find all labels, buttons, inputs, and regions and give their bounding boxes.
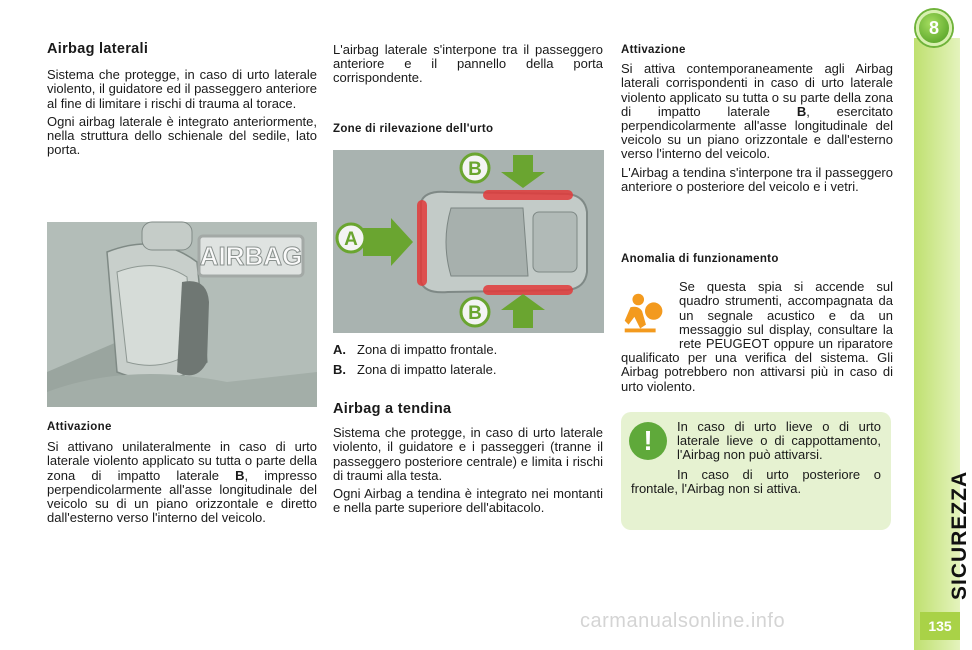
curtain-paragraph-1: Sistema che protegge, in caso di urto laterale violento, il guidatore e i passeggeri (tranne il passeggero posteriore centrale) e limita i rischi di traumi alla testa.	[333, 425, 603, 483]
legend-item-a	[333, 343, 603, 357]
front-impact-zone	[417, 200, 427, 286]
side-impact-zone-bottom	[483, 285, 573, 295]
side-airbags-paragraph-1: Sistema che protegge, in caso di urto laterale violento, il guidatore ed il passeggero anteriore al fine di limitare i rischi di trauma al torace.	[47, 67, 317, 111]
fault-text: Se questa spia si accende sul quadro strumenti, accompagnata da un segnale acustico e da un messaggio sul display, consultare la rete PEUGEOT oppure un riparatore qualificato per una verifica del sistema. Gli Airbag potrebbero non attivarsi più in caso di urto violento.	[621, 279, 893, 394]
side-airbag-intro: L'airbag laterale s'interpone tra il passeggero anteriore e il pannello della porta corrispondente.	[333, 42, 603, 86]
legend-key-b: B.	[333, 362, 346, 378]
label-b-bottom: B	[468, 303, 482, 324]
column-curtain-activation	[621, 43, 893, 198]
section-label: SICUREZZA	[948, 470, 971, 600]
zone-b-ref: B	[235, 467, 245, 483]
zone-title: Zone di rilevazione dell'urto	[333, 122, 494, 135]
activation-text-post: , impresso perpendicolarmente all'asse longitudinale del veicolo su di un piano orizzontale e diretto dall'esterno verso l'interno del veicolo.	[47, 467, 317, 526]
curtain-activation-paragraph-2: L'Airbag a tendina s'interpone tra il passeggero anteriore o posteriore del veicolo e i vetri.	[621, 164, 893, 194]
zone-legend	[333, 343, 603, 383]
legend-item-b	[333, 363, 603, 377]
fault-title: Anomalia di funzionamento	[621, 253, 779, 265]
legend-text-a: Zona di impatto frontale.	[357, 342, 498, 357]
curtain-activation-pre: Si attiva contemporaneamente agli Airbag laterali corrispondenti in caso di urto laterale violento applicato su tutta o su parte della zona di impatto laterale	[621, 61, 893, 119]
seat-airbag-photo	[47, 222, 317, 407]
curtain-airbags	[333, 402, 603, 519]
legend-text-b: Zona di impatto laterale.	[357, 362, 497, 378]
car-roof	[533, 212, 577, 272]
airbag-warning-icon	[617, 286, 673, 342]
impact-zone-diagram	[333, 150, 604, 333]
activation-title-2: Attivazione	[621, 44, 686, 56]
zone-b-ref-2: B	[796, 103, 807, 119]
watermark: carmanualsonline.info	[580, 610, 786, 632]
fault-section	[621, 252, 893, 398]
page-number: 135	[920, 612, 960, 640]
notice-paragraph-2: In caso di urto posteriore o frontale, l'Airbag non si attiva.	[631, 467, 881, 496]
notice-box	[621, 412, 891, 530]
label-b-top: B	[468, 159, 482, 180]
chapter-number: 8	[928, 17, 939, 38]
side-airbags-title: Airbag laterali	[47, 41, 149, 57]
activation-title-1: Attivazione	[47, 421, 112, 433]
curtain-airbags-title: Airbag a tendina	[333, 401, 452, 417]
airbag-label: AIRBAG	[199, 241, 303, 271]
seat-illustration	[47, 222, 317, 407]
legend-key-a: A.	[333, 342, 346, 357]
column-side-airbags	[47, 42, 317, 161]
chapter-badge	[916, 10, 952, 46]
notice-paragraph-1: In caso di urto lieve o di urto laterale lieve o di cappottamento, l'Airbag non può attivarsi.	[677, 419, 881, 462]
car-windshield	[446, 208, 528, 276]
activation-text-pre: Si attivano unilateralmente in caso di urto laterale violento applicato su tutta o parte della zona di impatto laterale	[47, 439, 317, 483]
label-a: A	[344, 229, 358, 250]
curtain-paragraph-2: Ogni Airbag a tendina è integrato nei montanti e nella parte superiore dell'abitacolo.	[333, 486, 603, 516]
curtain-activation-post: , esercitato perpendicolarmente all'asse longitudinale del veicolo su un piano orizzontale e dall'esterno verso l'interno del veicolo.	[621, 103, 893, 162]
side-airbags-paragraph-2: Ogni airbag laterale è integrato anteriormente, nella struttura dello schienale del sedile, lato porta.	[47, 113, 317, 158]
exclamation-icon: !	[629, 422, 667, 460]
curtain-activation-paragraph	[621, 62, 893, 161]
side-impact-zone-top	[483, 190, 573, 200]
activation-paragraph-1	[47, 440, 317, 525]
side-airbag-activation	[47, 420, 317, 529]
column-zones	[333, 43, 603, 136]
